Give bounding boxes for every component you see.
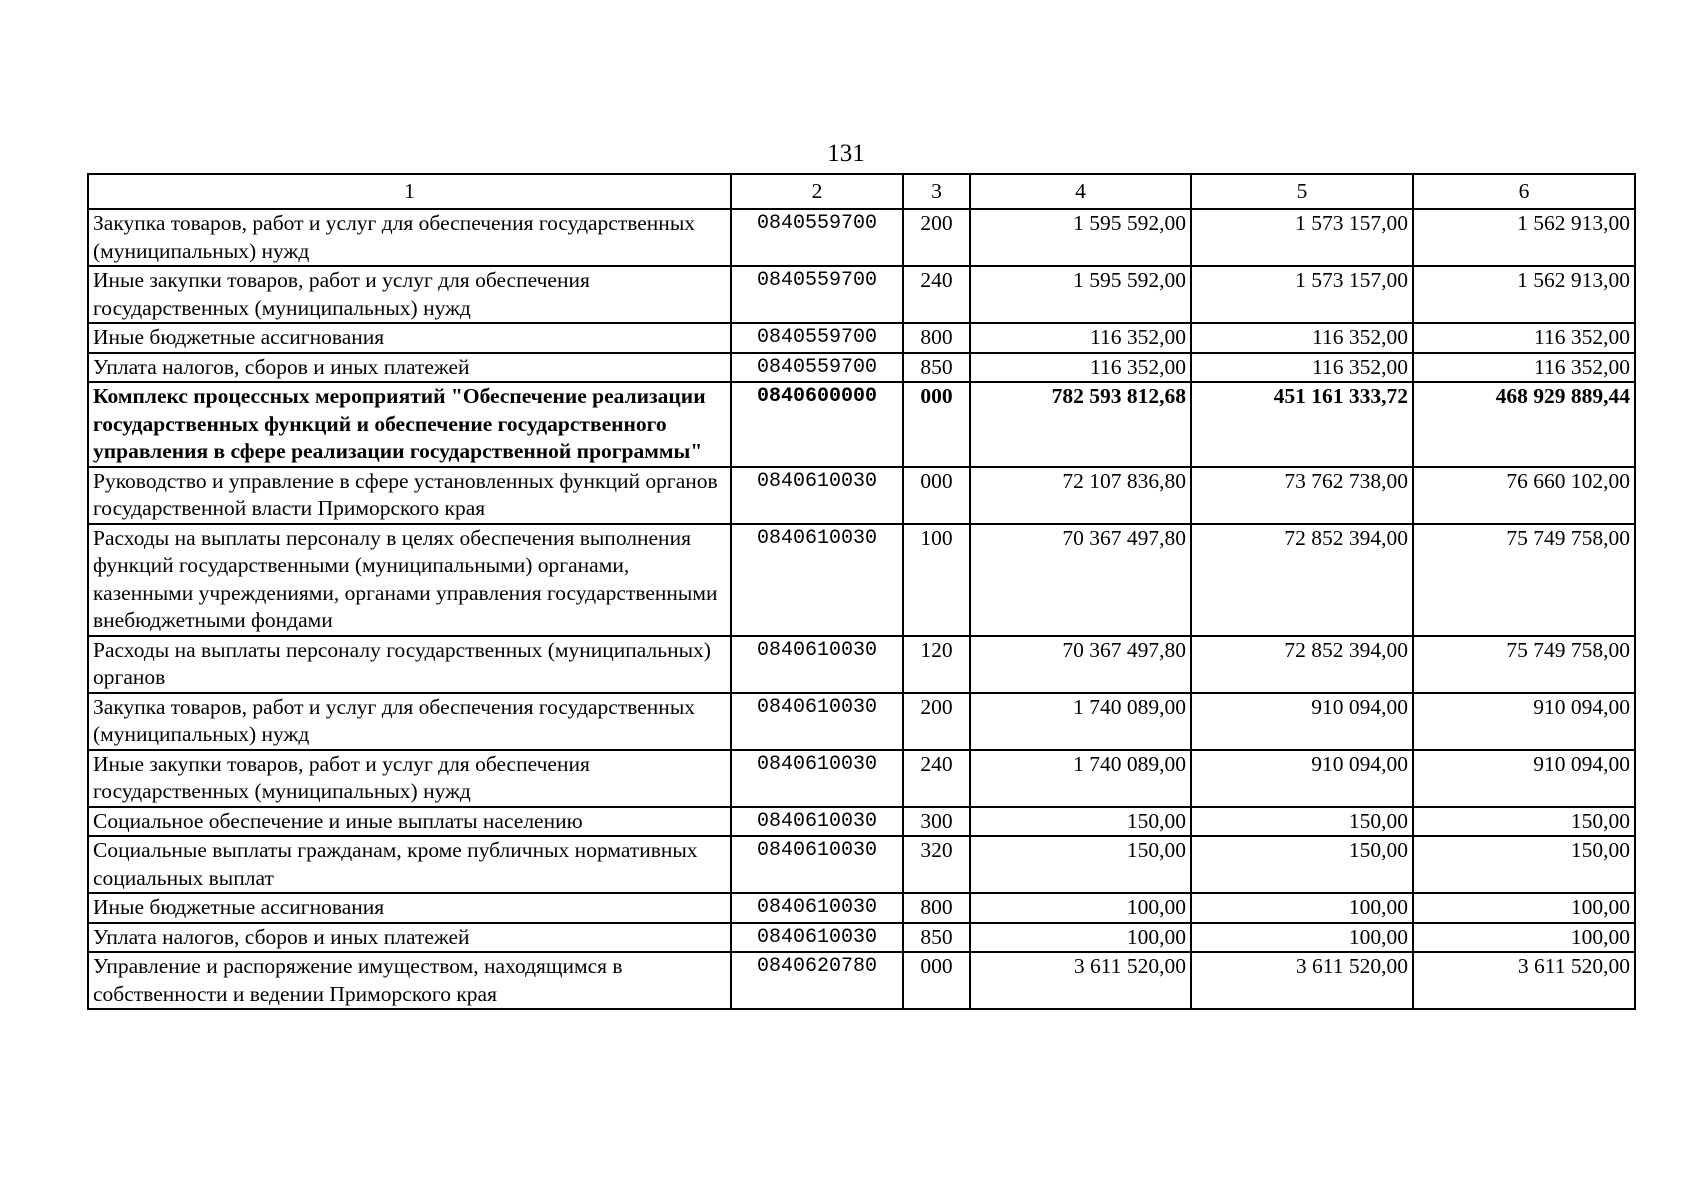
cell-expense-type: 320 [903,836,970,893]
table-row [88,323,1635,353]
table-row [88,807,1635,837]
cell-name: Уплата налогов, сборов и иных платежей [88,353,731,383]
page-number: 131 [827,140,865,167]
cell-amount-col4: 70 367 497,80 [970,524,1191,636]
header-row [88,174,1635,209]
cell-name: Руководство и управление в сфере установленных функций органов государственной власти Приморского края [88,467,731,524]
table-row [88,353,1635,383]
cell-amount-col6: 910 094,00 [1413,750,1635,807]
cell-name: Закупка товаров, работ и услуг для обеспечения государственных (муниципальных) нужд [88,209,731,266]
cell-name: Управление и распоряжение имуществом, находящимся в собственности и ведении Приморского края [88,952,731,1009]
table-row [88,836,1635,893]
cell-amount-col6: 150,00 [1413,807,1635,837]
table-row [88,382,1635,467]
cell-amount-col4: 116 352,00 [970,353,1191,383]
table-row [88,693,1635,750]
cell-code: 0840559700 [731,353,903,383]
cell-name: Иные бюджетные ассигнования [88,323,731,353]
cell-expense-type: 000 [903,952,970,1009]
cell-name: Расходы на выплаты персоналу в целях обеспечения выполнения функций государственными (муниципальными) органами, казенными учреждениями, органами управления государственными внебюджетными фондами [88,524,731,636]
cell-code: 0840600000 [731,382,903,467]
cell-expense-type: 850 [903,923,970,953]
header-col-3: 3 [903,174,970,209]
cell-name: Расходы на выплаты персоналу государственных (муниципальных) органов [88,636,731,693]
cell-amount-col4: 150,00 [970,807,1191,837]
cell-amount-col4: 782 593 812,68 [970,382,1191,467]
cell-amount-col5: 150,00 [1191,807,1413,837]
table-row [88,467,1635,524]
cell-amount-col4: 150,00 [970,836,1191,893]
cell-amount-col5: 451 161 333,72 [1191,382,1413,467]
cell-expense-type: 240 [903,266,970,323]
cell-amount-col5: 910 094,00 [1191,750,1413,807]
cell-code: 0840610030 [731,467,903,524]
cell-amount-col5: 3 611 520,00 [1191,952,1413,1009]
cell-code: 0840610030 [731,923,903,953]
cell-expense-type: 100 [903,524,970,636]
cell-amount-col5: 116 352,00 [1191,323,1413,353]
cell-amount-col4: 3 611 520,00 [970,952,1191,1009]
cell-expense-type: 300 [903,807,970,837]
cell-amount-col5: 72 852 394,00 [1191,636,1413,693]
header-col-6: 6 [1413,174,1635,209]
cell-amount-col6: 116 352,00 [1413,353,1635,383]
cell-amount-col4: 116 352,00 [970,323,1191,353]
cell-amount-col4: 1 595 592,00 [970,209,1191,266]
cell-amount-col5: 72 852 394,00 [1191,524,1413,636]
table-row [88,923,1635,953]
cell-code: 0840620780 [731,952,903,1009]
cell-expense-type: 850 [903,353,970,383]
header-col-4: 4 [970,174,1191,209]
cell-amount-col4: 72 107 836,80 [970,467,1191,524]
header-col-1: 1 [88,174,731,209]
cell-code: 0840610030 [731,693,903,750]
cell-expense-type: 800 [903,323,970,353]
cell-expense-type: 200 [903,693,970,750]
cell-amount-col4: 100,00 [970,893,1191,923]
cell-name: Социальное обеспечение и иные выплаты населению [88,807,731,837]
header-col-5: 5 [1191,174,1413,209]
cell-code: 0840559700 [731,209,903,266]
cell-amount-col5: 150,00 [1191,836,1413,893]
cell-amount-col4: 70 367 497,80 [970,636,1191,693]
cell-amount-col6: 100,00 [1413,923,1635,953]
cell-code: 0840610030 [731,636,903,693]
cell-name: Уплата налогов, сборов и иных платежей [88,923,731,953]
table-body [88,209,1635,1009]
cell-amount-col5: 1 573 157,00 [1191,266,1413,323]
table-row [88,524,1635,636]
cell-expense-type: 000 [903,382,970,467]
cell-amount-col6: 100,00 [1413,893,1635,923]
cell-amount-col5: 1 573 157,00 [1191,209,1413,266]
cell-name: Комплекс процессных мероприятий "Обеспечение реализации государственных функций и обеспечение государственного управления в сфере реализации государственной программы" [88,382,731,467]
budget-table [87,173,1636,1010]
cell-amount-col5: 73 762 738,00 [1191,467,1413,524]
table-row [88,209,1635,266]
cell-expense-type: 800 [903,893,970,923]
cell-name: Иные бюджетные ассигнования [88,893,731,923]
cell-amount-col4: 100,00 [970,923,1191,953]
cell-expense-type: 000 [903,467,970,524]
cell-code: 0840610030 [731,836,903,893]
cell-amount-col6: 1 562 913,00 [1413,209,1635,266]
cell-amount-col6: 76 660 102,00 [1413,467,1635,524]
header-col-2: 2 [731,174,903,209]
cell-amount-col5: 100,00 [1191,893,1413,923]
table-row [88,952,1635,1009]
cell-expense-type: 120 [903,636,970,693]
cell-amount-col5: 910 094,00 [1191,693,1413,750]
cell-amount-col6: 1 562 913,00 [1413,266,1635,323]
cell-name: Закупка товаров, работ и услуг для обеспечения государственных (муниципальных) нужд [88,693,731,750]
cell-amount-col4: 1 740 089,00 [970,693,1191,750]
cell-amount-col4: 1 595 592,00 [970,266,1191,323]
cell-name: Иные закупки товаров, работ и услуг для обеспечения государственных (муниципальных) нужд [88,266,731,323]
cell-name: Социальные выплаты гражданам, кроме публичных нормативных социальных выплат [88,836,731,893]
cell-amount-col4: 1 740 089,00 [970,750,1191,807]
cell-code: 0840610030 [731,750,903,807]
cell-code: 0840610030 [731,807,903,837]
cell-code: 0840610030 [731,893,903,923]
cell-amount-col6: 75 749 758,00 [1413,524,1635,636]
cell-expense-type: 200 [903,209,970,266]
cell-amount-col5: 100,00 [1191,923,1413,953]
cell-amount-col6: 150,00 [1413,836,1635,893]
table-row [88,636,1635,693]
cell-code: 0840559700 [731,266,903,323]
cell-expense-type: 240 [903,750,970,807]
table-row [88,750,1635,807]
cell-name: Иные закупки товаров, работ и услуг для обеспечения государственных (муниципальных) нужд [88,750,731,807]
cell-amount-col6: 116 352,00 [1413,323,1635,353]
cell-amount-col5: 116 352,00 [1191,353,1413,383]
cell-amount-col6: 468 929 889,44 [1413,382,1635,467]
cell-amount-col6: 3 611 520,00 [1413,952,1635,1009]
cell-code: 0840559700 [731,323,903,353]
cell-code: 0840610030 [731,524,903,636]
cell-amount-col6: 910 094,00 [1413,693,1635,750]
table-row [88,893,1635,923]
table-row [88,266,1635,323]
cell-amount-col6: 75 749 758,00 [1413,636,1635,693]
